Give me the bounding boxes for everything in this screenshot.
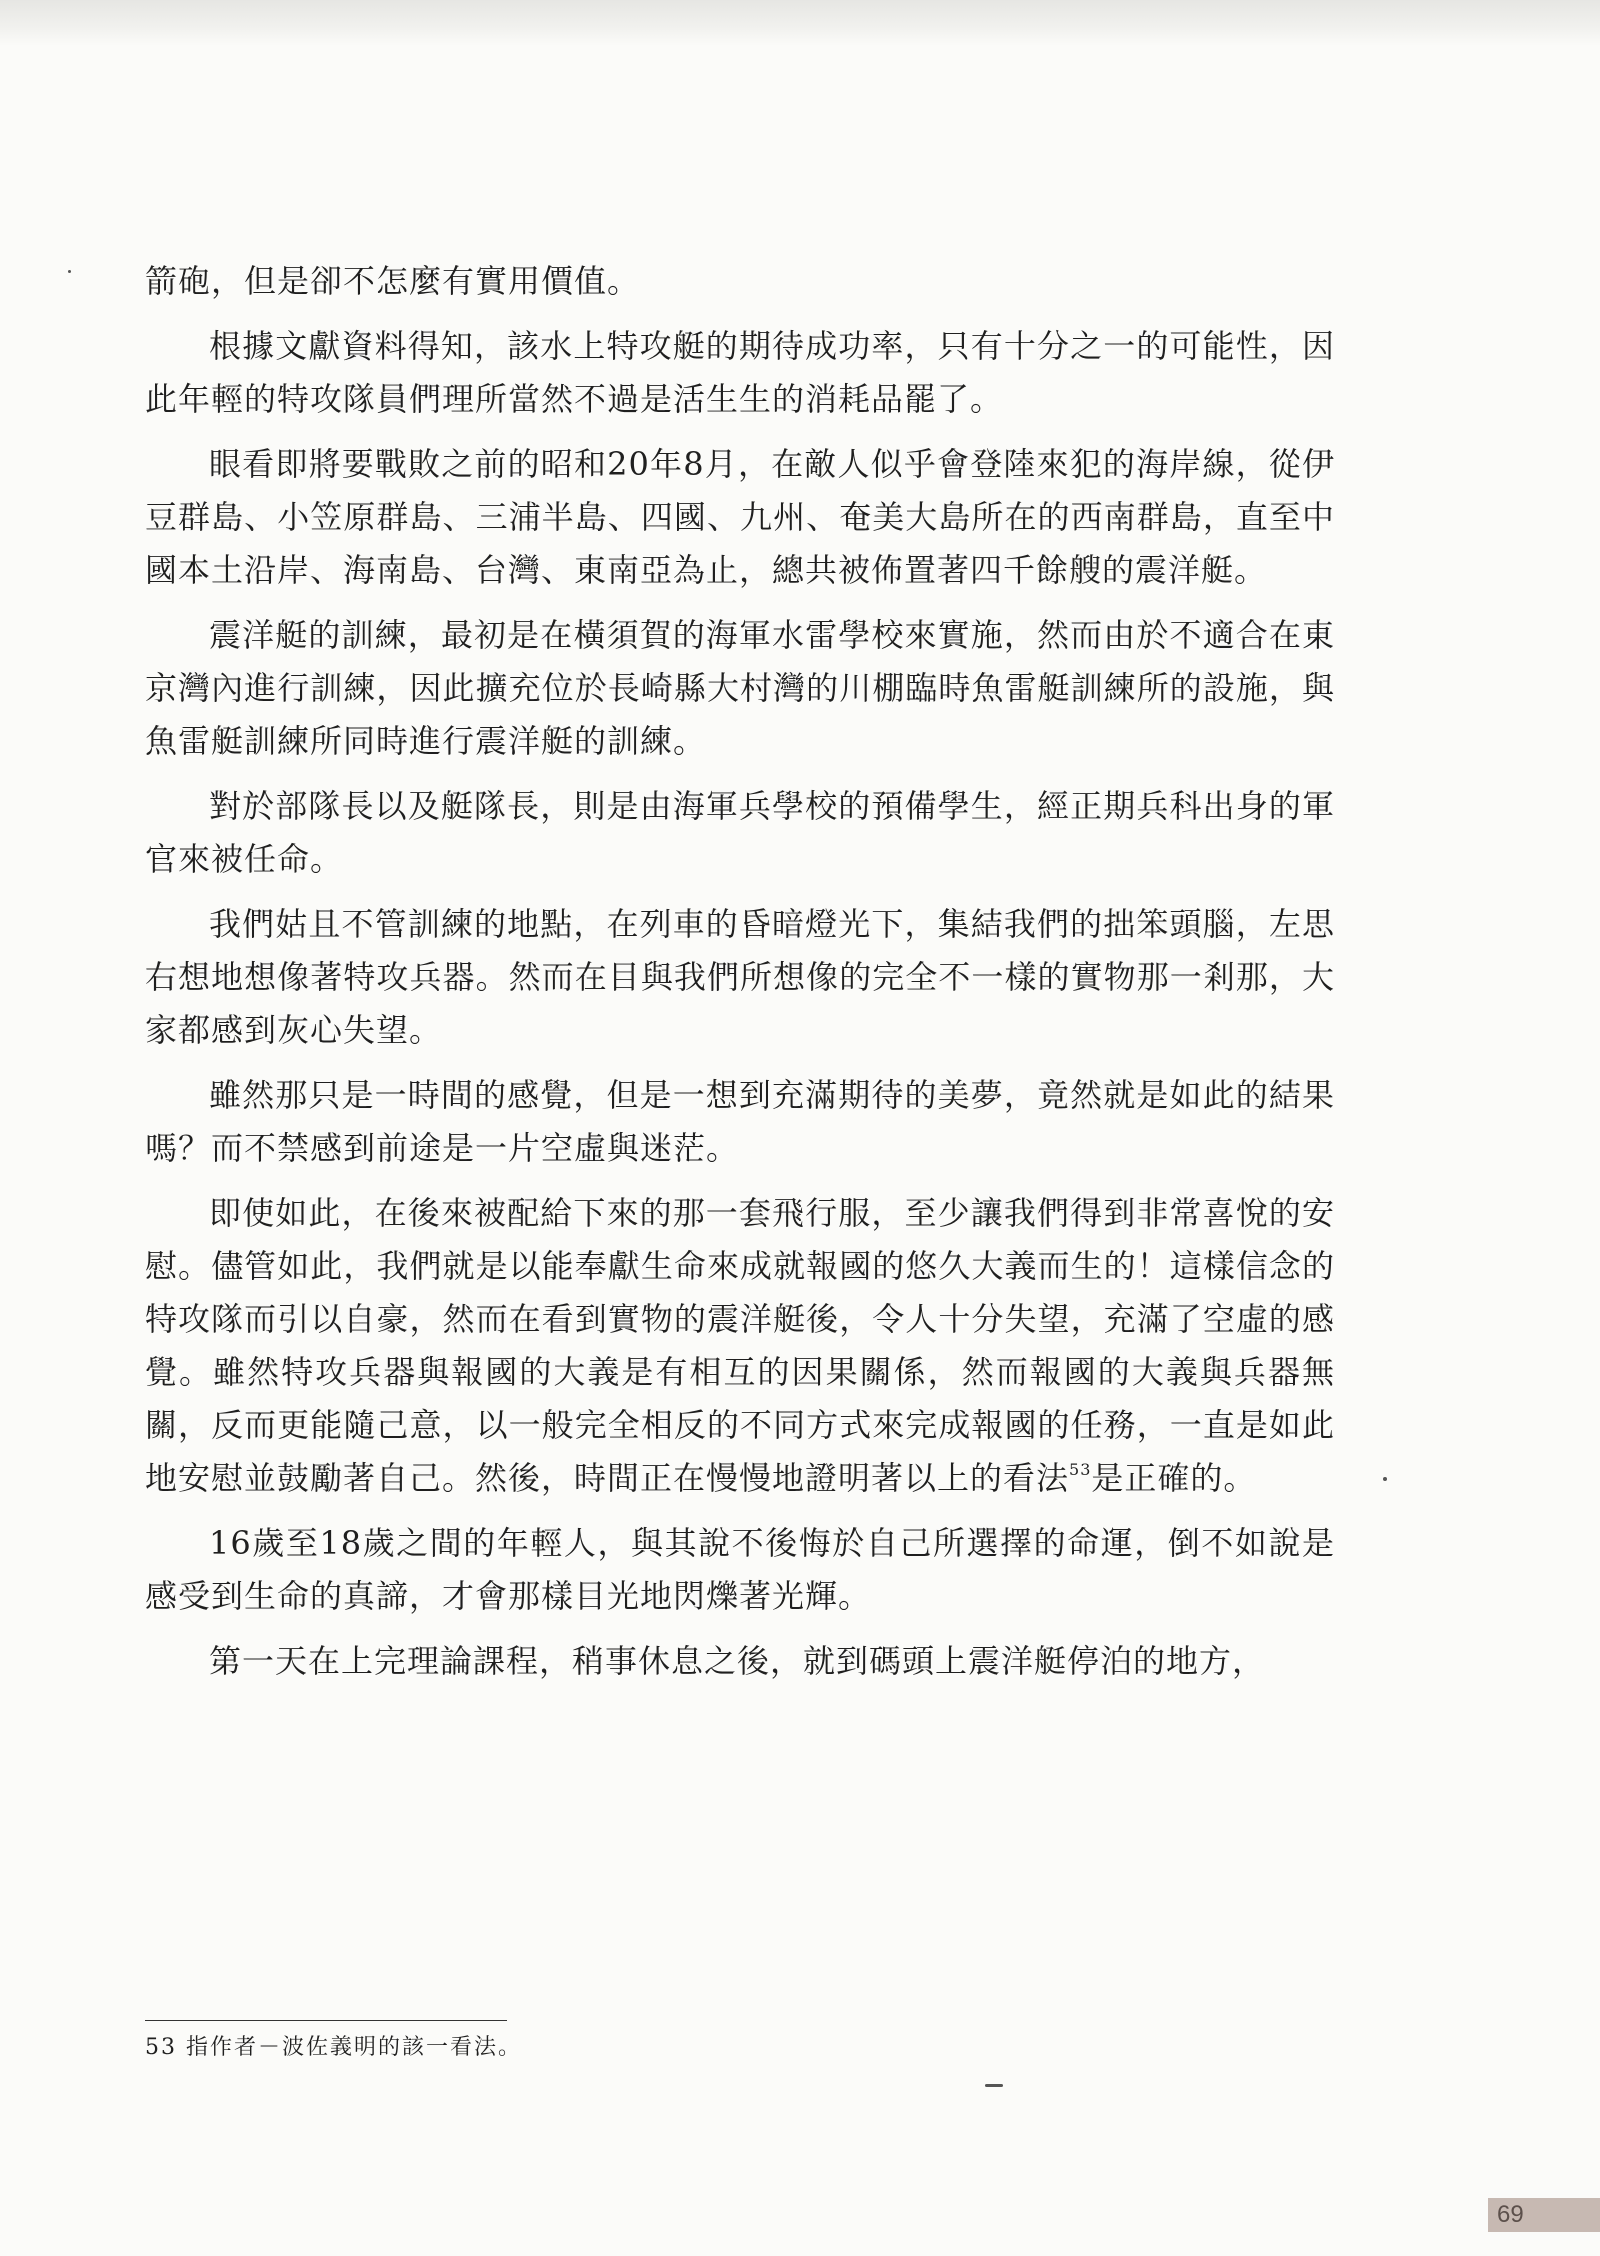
page-number: 69 <box>1497 2201 1524 2228</box>
paragraph-text: 即使如此，在後來被配給下來的那一套飛行服，至少讓我們得到非常喜悅的安慰。儘管如此，我們就是以能奉獻生命來成就報國的悠久大義而生的！這樣信念的特攻隊而引以自豪，然而在看到實物的震洋艇後，令人十分失望，充滿了空虛的感覺。雖然特攻兵器與報國的大義是有相互的因果關係，然而報國的大義與兵器無關，反而更能隨己意，以一般完全相反的不同方式來完成報國的任務，一直是如此地安慰並鼓勵著自己。然後，時間正在慢慢地證明著以上的看法 <box>145 1194 1335 1497</box>
paragraph-text-tail: 是正確的。 <box>1091 1459 1257 1497</box>
scan-speck <box>985 2084 1003 2087</box>
footnote: 53 指作者－波佐義明的該一看法。 <box>145 2035 522 2060</box>
paragraph: 對於部隊長以及艇隊長，則是由海軍兵學校的預備學生，經正期兵科出身的軍官來被任命。 <box>145 787 1335 878</box>
footnote-ref[interactable]: 53 <box>1069 1460 1092 1479</box>
paragraph: 雖然那只是一時間的感覺，但是一想到充滿期待的美夢，竟然就是如此的結果嗎？而不禁感到前途是一片空虛與迷茫。 <box>145 1076 1335 1167</box>
paragraph: 我們姑且不管訓練的地點，在列車的昏暗燈光下，集結我們的拙笨頭腦，左思右想地想像著特攻兵器。然而在目與我們所想像的完全不一樣的實物那一剎那，大家都感到灰心失望。 <box>145 905 1335 1049</box>
paragraph: 眼看即將要戰敗之前的昭和20年8月，在敵人似乎會登陸來犯的海岸線，從伊豆群島、小笠原群島、三浦半島、四國、九州、奄美大島所在的西南群島，直至中國本土沿岸、海南島、台灣、東南亞為止，總共被佈置著四千餘艘的震洋艇。 <box>145 445 1335 589</box>
body-text <box>145 255 1335 1700</box>
scan-speck <box>68 270 71 273</box>
paragraph: 根據文獻資料得知，該水上特攻艇的期待成功率，只有十分之一的可能性，因此年輕的特攻隊員們理所當然不過是活生生的消耗品罷了。 <box>145 327 1335 418</box>
footnote-divider <box>145 2020 507 2021</box>
scan-top-shadow <box>0 0 1600 46</box>
paragraph: 第一天在上完理論課程，稍事休息之後，就到碼頭上震洋艇停泊的地方， <box>209 1642 1266 1680</box>
paragraph: 震洋艇的訓練，最初是在橫須賀的海軍水雷學校來實施，然而由於不適合在東京灣內進行訓練，因此擴充位於長崎縣大村灣的川棚臨時魚雷艇訓練所的設施，與魚雷艇訓練所同時進行震洋艇的訓練。 <box>145 616 1335 760</box>
paragraph: 16歲至18歲之間的年輕人，與其說不後悔於自己所選擇的命運，倒不如說是感受到生命的真諦，才會那樣目光地閃爍著光輝。 <box>145 1524 1335 1615</box>
paragraph-with-footnote <box>145 1187 1335 1505</box>
paragraph: 箭砲，但是卻不怎麼有實用價值。 <box>145 262 641 300</box>
scan-speck <box>1383 1477 1387 1481</box>
